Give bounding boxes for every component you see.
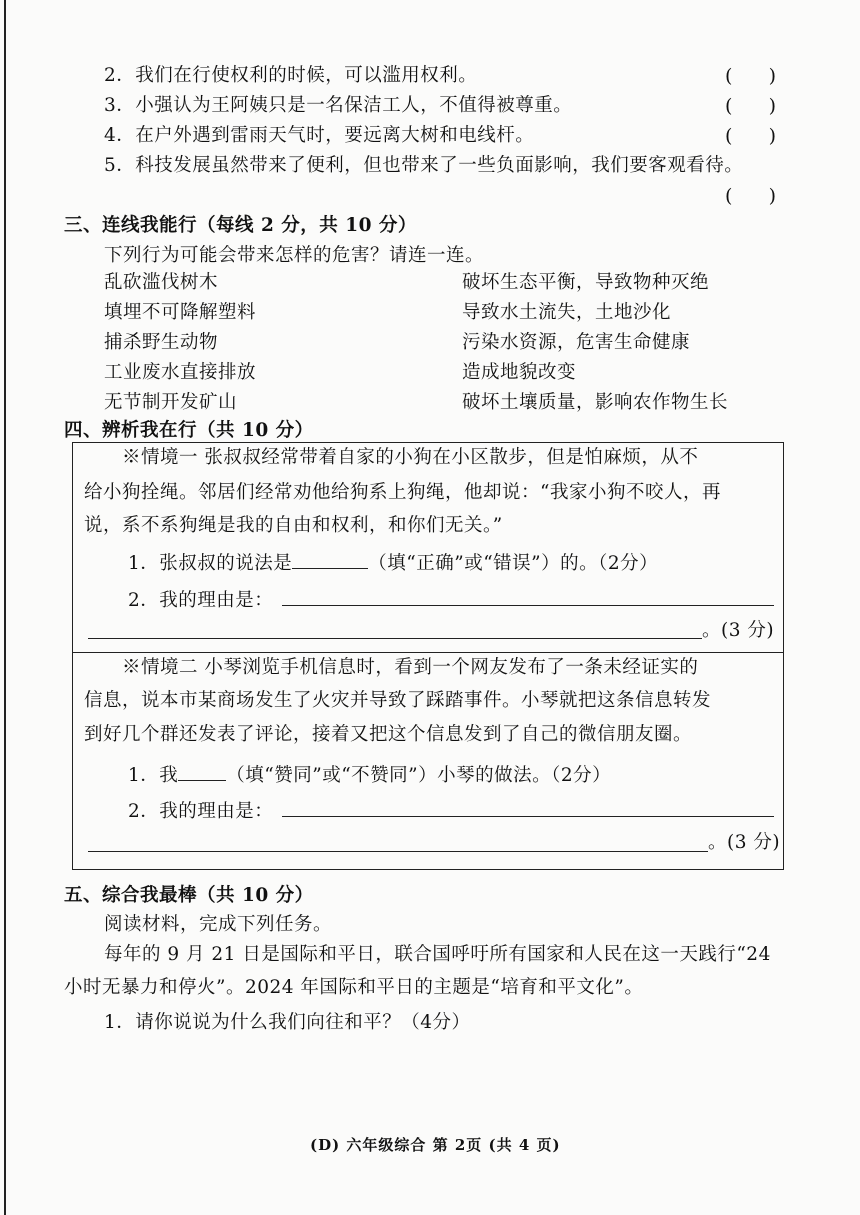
scenario2-answer-line2[interactable] (88, 851, 708, 852)
tf-answer-5[interactable]: ( ) (725, 185, 777, 207)
section5-question1: 1．请你说说为什么我们向往和平？（4分） (104, 1012, 471, 1033)
scenario2-q2-score: 。(3 分) (708, 832, 781, 853)
tf-item-3: 3．小强认为王阿姨只是一名保洁工人，不值得被尊重。 (104, 95, 573, 116)
match-left-5[interactable]: 无节制开发矿山 (104, 392, 238, 413)
section3-instruction: 下列行为可能会带来怎样的危害？请连一连。 (104, 245, 485, 266)
section4-title: 四、辨析我在行（共 10 分） (64, 420, 314, 441)
scenario1-q1 (128, 550, 658, 577)
scenario1-answer-line1[interactable] (282, 605, 774, 606)
scenario1-answer-line2[interactable] (88, 638, 702, 639)
match-left-2[interactable]: 填埋不可降解塑料 (104, 302, 257, 323)
page-border (4, 0, 6, 1215)
match-left-3[interactable]: 捕杀野生动物 (104, 332, 219, 353)
scenario2-answer-line1[interactable] (282, 816, 774, 817)
scenario1-line3: 说，系不系狗绳是我的自由和权利，和你们无关。” (84, 515, 503, 536)
section5-title: 五、综合我最棒（共 10 分） (64, 885, 314, 906)
scenario1-q1-suffix: （填“正确”或“错误”）的。（2分） (368, 553, 659, 574)
match-right-2[interactable]: 导致水土流失，土地沙化 (462, 302, 672, 323)
scenario1-q2-label: 2．我的理由是： (128, 590, 274, 611)
scenario1-line2: 给小狗拴绳。邻居们经常劝他给狗系上狗绳，他却说：“我家小狗不咬人，再 (84, 482, 721, 503)
scenario2-q1-blank[interactable] (178, 762, 226, 781)
tf-item-2: 2．我们在行使权利的时候，可以滥用权利。 (104, 65, 478, 86)
tf-answer-2[interactable]: ( ) (725, 65, 777, 87)
section3-title: 三、连线我能行（每线 2 分，共 10 分） (64, 215, 417, 236)
scenario-divider (72, 652, 784, 653)
section5-instruction: 阅读材料，完成下列任务。 (104, 914, 333, 935)
scenario2-q1-suffix: （填“赞同”或“不赞同”）小琴的做法。（2分） (226, 765, 612, 786)
tf-answer-3[interactable]: ( ) (725, 95, 777, 117)
match-right-3[interactable]: 污染水资源，危害生命健康 (462, 332, 691, 353)
scenario1-q1-blank[interactable] (292, 550, 368, 569)
match-right-1[interactable]: 破坏生态平衡，导致物种灭绝 (462, 272, 710, 293)
scenario2-q2-label: 2．我的理由是： (128, 801, 274, 822)
tf-item-5: 5．科技发展虽然带来了便利，但也带来了一些负面影响，我们要客观看待。 (104, 155, 744, 176)
scenario2-q1-prefix: 1．我 (128, 765, 179, 786)
scenario2-line3: 到好几个群还发表了评论，接着又把这个信息发到了自己的微信朋友圈。 (84, 724, 693, 745)
tf-item-4: 4．在户外遇到雷雨天气时，要远离大树和电线杆。 (104, 125, 535, 146)
page-footer: (D) 六年级综合 第 2页 (共 4 页) (310, 1136, 561, 1154)
scenario2-q1 (128, 762, 611, 789)
section5-material-line2: 小时无暴力和停火”。2024 年国际和平日的主题是“培育和平文化”。 (64, 977, 644, 998)
scenario1-q2-score: 。(3 分) (702, 620, 775, 641)
tf-answer-4[interactable]: ( ) (725, 125, 777, 147)
match-left-1[interactable]: 乱砍滥伐树木 (104, 272, 219, 293)
scenario1-q1-prefix: 1．张叔叔的说法是 (128, 553, 293, 574)
section5-material-line1: 每年的 9 月 21 日是国际和平日，联合国呼吁所有国家和人民在这一天践行“24 (104, 944, 771, 965)
scenario1-line1: ※情境一 张叔叔经常带着自家的小狗在小区散步，但是怕麻烦，从不 (122, 447, 699, 468)
match-left-4[interactable]: 工业废水直接排放 (104, 362, 257, 383)
scenario2-line2: 信息，说本市某商场发生了火灾并导致了踩踏事件。小琴就把这条信息转发 (84, 690, 712, 711)
scenario2-line1: ※情境二 小琴浏览手机信息时，看到一个网友发布了一条未经证实的 (122, 657, 699, 678)
match-right-4[interactable]: 造成地貌改变 (462, 362, 577, 383)
match-right-5[interactable]: 破坏土壤质量，影响农作物生长 (462, 392, 729, 413)
